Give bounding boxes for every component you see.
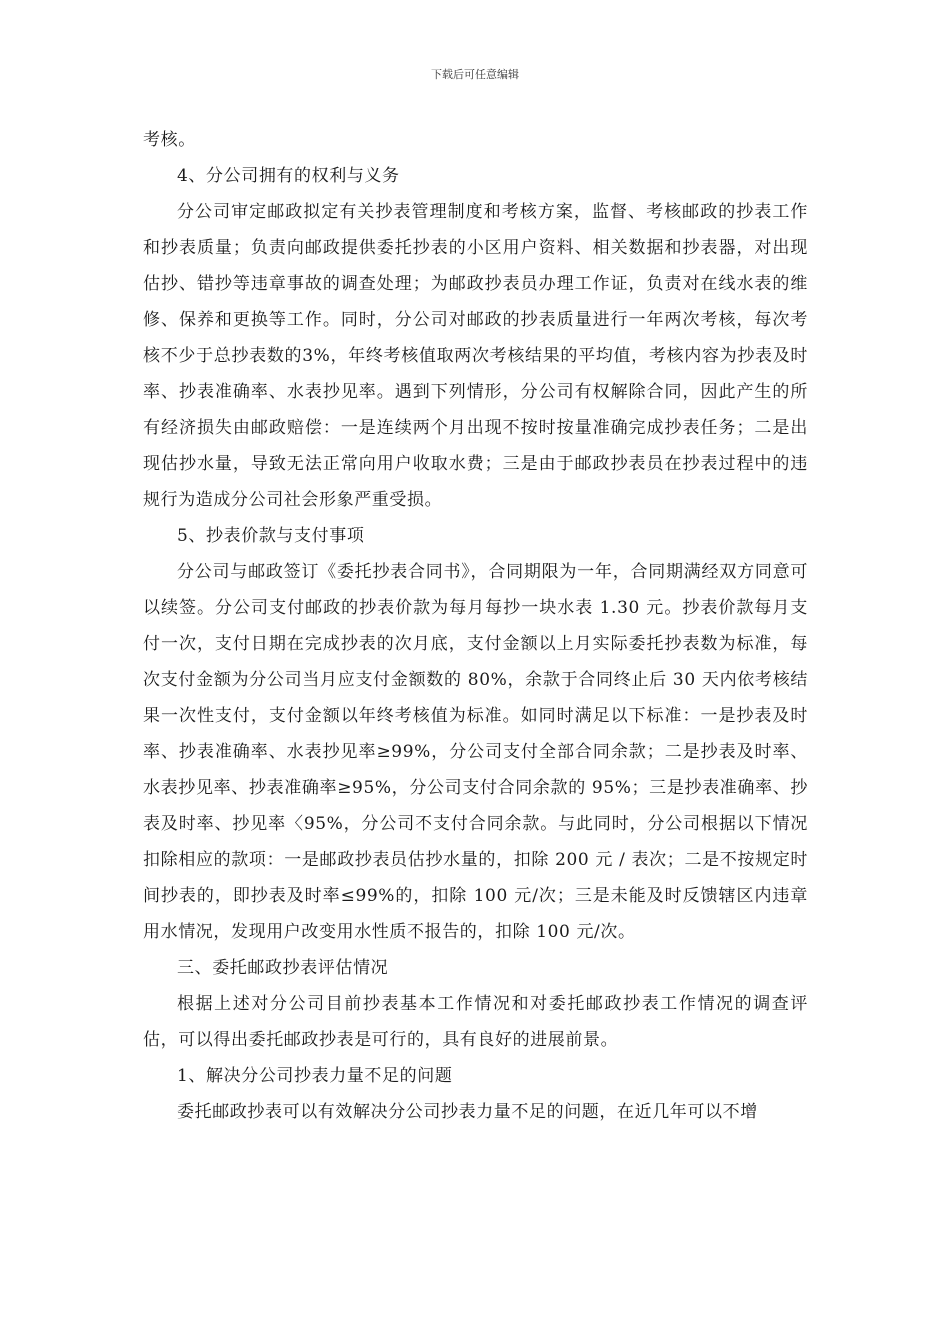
section-heading-rights-obligations: 4、分公司拥有的权利与义务 bbox=[177, 166, 400, 186]
paragraph-payment: 分公司与邮政签订《委托抄表合同书》，合同期限为一年，合同期满经双方同意可以续签。分公司支付邮政的抄表价款为每月每抄一块水表 1.30 元。抄表价款每月支付一次，支付日期在完成抄表的次月底，支付金额以上月实际委托抄表数为标准，每次支付金额为分公司当月应支付金额数的 80%，余款于合同终止后 30 天内依考核结果一次性支付，支付金额以年终考核值为标准。如同时满足以下标准：一是抄表及时率、抄表准确率、水表抄见率≥99%，分公司支付全部合同余款；二是抄表及时率、水表抄见率、抄表准确率≥95%，分公司支付合同余款的 95%；三是抄表准确率、抄表及时率、抄见率〈95%，分公司不支付合同余款。与此同时，分公司根据以下情况扣除相应的款项：一是邮政抄表员估抄水量的，扣除 200 元 / 表次；二是不按规定时间抄表的，即抄表及时率≤99%的，扣除 100 元/次；三是未能及时反馈辖区内违章用水情况，发现用户改变用水性质不报告的，扣除 100 元/次。 bbox=[143, 562, 808, 942]
section-heading-evaluation: 三、委托邮政抄表评估情况 bbox=[177, 958, 389, 978]
paragraph-continuation: 考核。 bbox=[143, 130, 196, 150]
section-heading-payment: 5、抄表价款与支付事项 bbox=[177, 526, 365, 546]
document-body bbox=[143, 122, 808, 1130]
paragraph-evaluation: 根据上述对分公司目前抄表基本工作情况和对委托邮政抄表工作情况的调查评估，可以得出委托邮政抄表是可行的，具有良好的进展前景。 bbox=[143, 994, 808, 1050]
paragraph-staffing: 委托邮政抄表可以有效解决分公司抄表力量不足的问题，在近几年可以不增 bbox=[177, 1102, 758, 1122]
section-heading-staffing: 1、解决分公司抄表力量不足的问题 bbox=[177, 1066, 453, 1086]
page-header: 下载后可任意编辑 bbox=[431, 68, 519, 81]
paragraph-rights-obligations: 分公司审定邮政拟定有关抄表管理制度和考核方案，监督、考核邮政的抄表工作和抄表质量；负责向邮政提供委托抄表的小区用户资料、相关数据和抄表器，对出现估抄、错抄等违章事故的调查处理；为邮政抄表员办理工作证，负责对在线水表的维修、保养和更换等工作。同时，分公司对邮政的抄表质量进行一年两次考核，每次考核不少于总抄表数的3%，年终考核值取两次考核结果的平均值，考核内容为抄表及时率、抄表准确率、水表抄见率。遇到下列情形，分公司有权解除合同，因此产生的所有经济损失由邮政赔偿：一是连续两个月出现不按时按量准确完成抄表任务；二是出现估抄水量，导致无法正常向用户收取水费；三是由于邮政抄表员在抄表过程中的违规行为造成分公司社会形象严重受损。 bbox=[143, 202, 808, 510]
